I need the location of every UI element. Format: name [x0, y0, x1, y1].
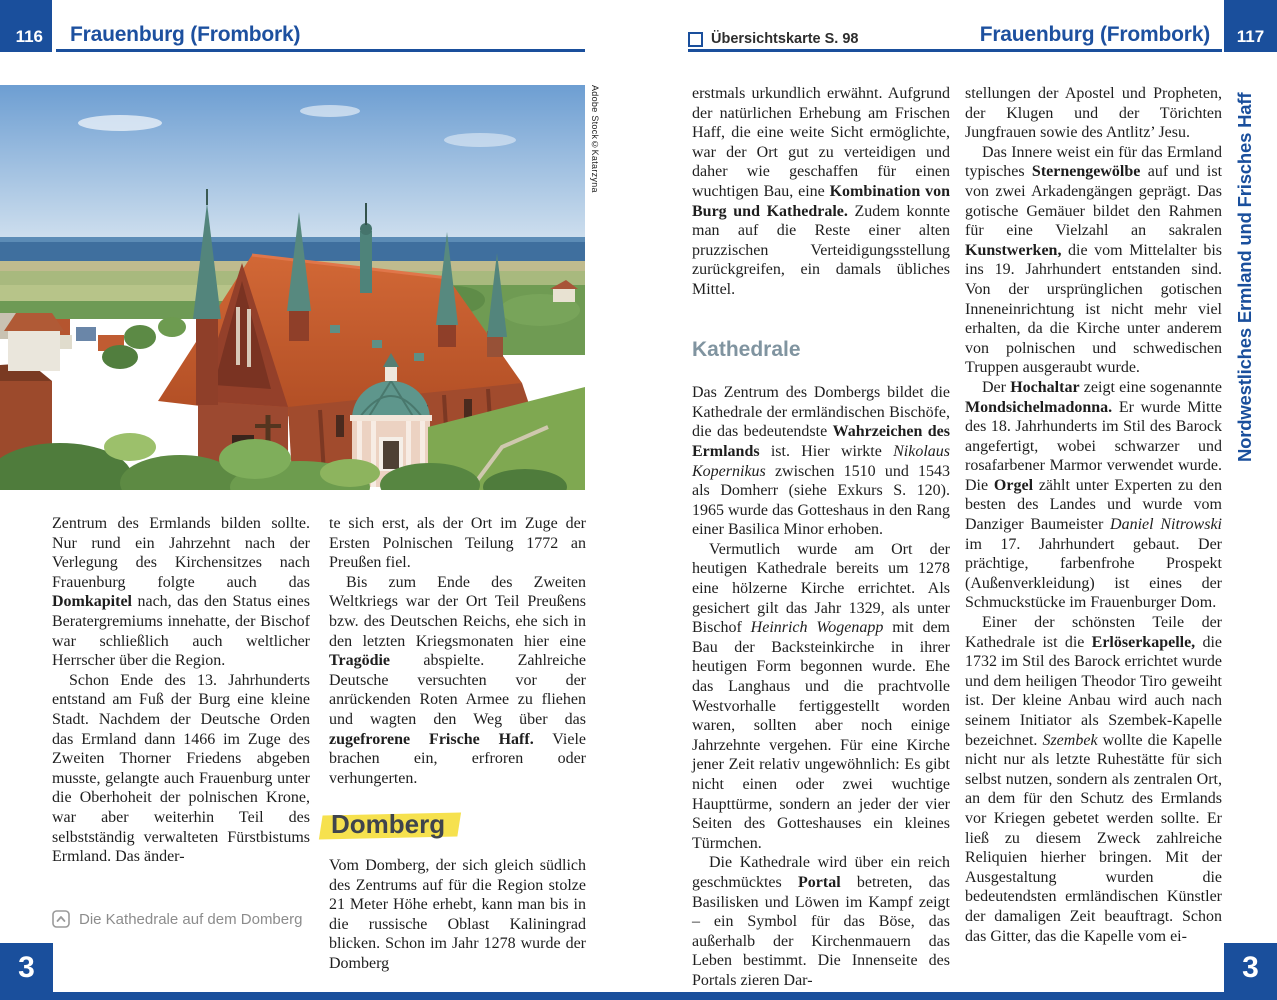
- photo-credit: Adobe Stock©Katarzyna: [590, 85, 600, 193]
- chapter-number-left: [0, 943, 53, 992]
- paragraph: Zentrum des Ermlands bilden sollte. Nur rund ein Jahrzehnt nach der Verlegung des Kirchensitzes nach Frauenburg folgte auch das Domkapitel nach, das den Status eines Beratergremiums innehatte, der Bischof war schließlich auch weltlicher Herrscher über die Region.: [52, 515, 310, 670]
- section-heading-domberg: [329, 809, 586, 840]
- paragraph: Bis zum Ende des Zweiten Weltkriegs war der Ort Teil Preußens bzw. des Deutschen Reichs, ehe sich in den letzten Kriegsmonaten hier eine Tragödie abspielte. Zahlreiche Deutsche versuchten vor der anrückenden Roten Armee zu fliehen und wagten den Weg über das zugefrorene Frische Haff. Viele brachen ein, erfroren oder verhungerten.: [329, 573, 586, 787]
- paragraph: Die Kathedrale wird über ein reich geschmücktes Portal betreten, das Basilisken und Löwen im Kampf zeigt – ein Symbol für das Böse, das außerhalb der Kirchenmauern das Leben bestimmt. Die Innenseite des Portals zieren Dar-: [692, 854, 950, 989]
- overview-map-label: Übersichtskarte S. 98: [711, 31, 859, 47]
- chapter-number-label: 3: [18, 950, 35, 984]
- column-text: [692, 383, 950, 990]
- page-number-label: 116: [15, 27, 43, 46]
- chapter-number-right: [1224, 943, 1277, 992]
- section-heading-kathedrale: Kathedrale: [692, 337, 801, 361]
- paragraph: Der Hochaltar zeigt eine sogenannte Mondsichelmadonna. Er wurde Mitte des 18. Jahrhunderts im Stil des Barock angefertigt, wobei schwarzer und rosafarbener Marmor verwendet wurde. Die Orgel zählt unter Experten zu den besten des Landes und wurde vom Danziger Baumeister Daniel Nitrowski im 17. Jahrhundert gebaut. Der prächtige, farbenfrohe Prospekt (Außenverkleidung) ist eines der Schmuckstücke im Frauenburger Dom.: [965, 378, 1223, 612]
- page-number-right: [1224, 0, 1277, 52]
- left-page-column-2: [329, 514, 586, 973]
- left-page-column-1: [52, 514, 310, 867]
- paragraph: Das Innere weist ein für das Ermland typisches Sternengewölbe auf und ist von zwei Arkadengängen geprägt. Das gotische Gemäuer bildet den Rahmen für eine Vielzahl an sakralen Kunstwerken, die vom Mittelalter bis ins 19. Jahrhundert entstanden sind. Von der ursprünglichen gotischen Inneneinrichtung ist nicht mehr viel erhalten, da die Kirche unter anderem von polnischen und schwedischen Truppen ausgeraubt wurde.: [965, 143, 1223, 377]
- chapter-number-label: 3: [1242, 950, 1259, 984]
- page-number-left: [0, 0, 52, 52]
- cathedral-photo: [0, 85, 585, 490]
- caption-text: Die Kathedrale auf dem Domberg: [79, 910, 303, 928]
- chapter-margin-tab: Nordwestliches Ermland und Frisches Haff: [1234, 92, 1255, 462]
- paragraph: stellungen der Apostel und Propheten, der Klugen und der Törichten Jungfrauen sowie des Antlitz’ Jesu.: [965, 85, 1222, 142]
- running-head-left: Frauenburg (Frombork): [70, 23, 301, 46]
- paragraph: Vermutlich wurde am Ort der heutigen Kathedrale bereits um 1278 eine hölzerne Kirche errichtet. Als gesichert gilt das Jahr 1329, als unter Bischof Heinrich Wogenapp mit dem Bau der Backsteinkirche in ihrer heutigen Form begonnen wurde. Ehe das Langhaus und die prachtvolle Westvorhalle fertiggestellt worden waren, sollten aber noch einige Jahrzehnte vergehen. Für eine Kirche jener Zeit relativ ungewöhnlich: Es gibt nicht einen oder zwei wuchtige Haupttürme, sondern an jeder der vier Seiten des Gotteshauses ein kleines Türmchen.: [692, 540, 950, 852]
- paragraph: Einer der schönsten Teile der Kathedrale ist die Erlöserkapelle, die 1732 im Stil des Barock errichtet wurde und dem heiligen Theodor Tiro geweiht ist. Der kleine Anbau wird auch nach seinem Initiator als Szembek-Kapelle bezeichnet. Szembek wollte die Kapelle nicht nur als letzte Ruhestätte für sich selbst nutzen, sondern als zentralen Ort, an dem für den Schutz des Ermlands vor Kriegen gebetet werden sollte. Er ließ zu diesem Zweck zahlreiche Reliquien hierher bringen. Mit der Ausgestaltung wurden die bedeutendsten ermländischen Künstler der damaligen Zeit beauftragt. Schon das Gitter, das die Kapelle vom ei-: [965, 614, 1222, 945]
- paragraph: erstmals urkundlich erwähnt. Aufgrund der natürlichen Erhebung am Frischen Haff, die eine weite Sicht ermöglichte, war der Ort gut zu verteidigen und daher wie geschaffen für einen wuchtigen Bau, eine Kombination von Burg und Kathedrale. Zudem konnte man auf die Reste einer alten pruzzischen Verteidigungsstellung zurückgreifen, ein damals übliches Mittel.: [692, 85, 950, 298]
- photo-caption: [52, 910, 302, 928]
- chevron-up-box-icon: [52, 910, 70, 928]
- column-text: [692, 84, 950, 300]
- column-text: [329, 514, 586, 788]
- header-rule-right: [688, 49, 1222, 52]
- right-page-column-2: [965, 84, 1222, 946]
- right-page-column-1: [692, 84, 950, 991]
- paragraph: Schon Ende des 13. Jahrhunderts entstand am Fuß der Burg eine kleine Stadt. Nachdem der Deutsche Orden das Ermland dann 1466 im Zuge des Zweiten Thorner Friedens abgeben musste, gelangte auch Frauenburg unter die Oberhoheit der polnischen Krone, war aber weiterhin Teil des selbstständig verwalteten Fürstbistums Ermland. Das änder-: [52, 671, 310, 866]
- running-head-right: Frauenburg (Frombork): [979, 23, 1210, 46]
- column-text: [329, 856, 586, 974]
- highlighted-heading-text: Domberg: [329, 814, 449, 838]
- paragraph: te sich erst, als der Ort im Zuge der Ersten Polnischen Teilung 1772 an Preußen fiel.: [329, 515, 586, 572]
- page-number-label: 117: [1236, 27, 1265, 46]
- paragraph: Vom Domberg, der sich gleich südlich des Zentrums auf für die Region stolze 21 Meter Höhe erhebt, kann man bis in die russische Oblast Kaliningrad blicken. Schon im Jahr 1278 wurde der Domberg: [329, 856, 586, 972]
- paragraph: Das Zentrum des Dombergs bildet die Kathedrale der ermländischen Bischöfe, die das bedeutendste Wahrzeichen des Ermlands ist. Hier wirkte Nikolaus Kopernikus zwischen 1510 und 1543 als Domherr (siehe Exkurs S. 120). 1965 wurde das Gotteshaus in den Rang einer Basilica Minor erhoben.: [692, 384, 950, 539]
- header-rule-left: [56, 49, 585, 52]
- bottom-bar: [0, 992, 1277, 1000]
